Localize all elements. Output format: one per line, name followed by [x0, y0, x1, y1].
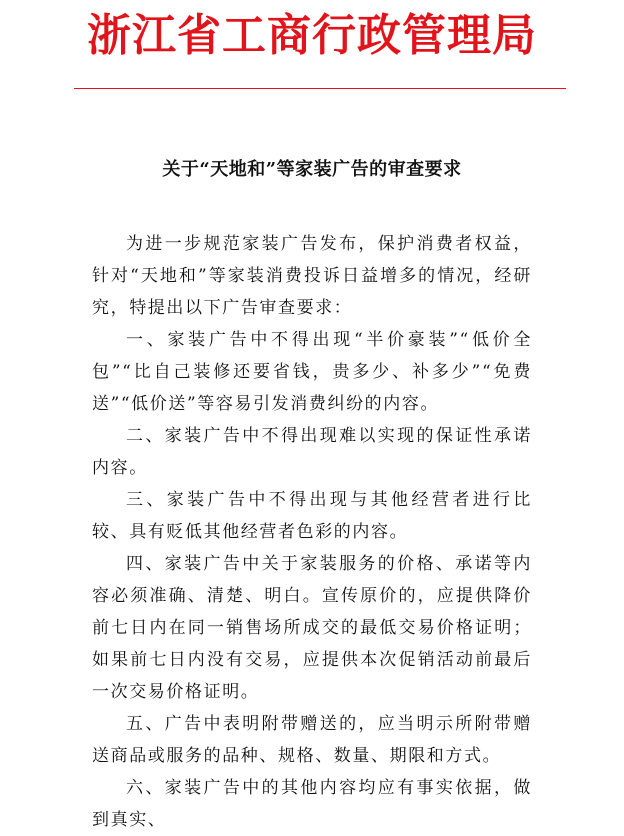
paragraph-item-3: 三、家装广告中不得出现与其他经营者进行比较、具有贬低其他经营者色彩的内容。 [92, 490, 532, 542]
org-header-title: 浙江省工商行政管理局 [87, 10, 537, 61]
paragraph-intro: 为进一步规范家装广告发布，保护消费者权益，针对“天地和”等家装消费投诉日益增多的情况，经研究，特提出以下广告审查要求： [92, 234, 532, 318]
document-title: 关于“天地和”等家装广告的审查要求 [162, 159, 462, 180]
paragraph-item-4: 四、家装广告中关于家装服务的价格、承诺等内容必须准确、清楚、明白。宣传原价的，应提供降价前七日内在同一销售场所成交的最低交易价格证明；如果前七日内没有交易，应提供本次促销活动前最后一次交易价格证明。 [92, 554, 532, 702]
paragraph-item-5: 五、广告中表明附带赠送的，应当明示所附带赠送商品或服务的品种、规格、数量、期限和方式。 [92, 714, 532, 766]
header-red-rule [74, 88, 566, 89]
paragraph-item-6: 六、家装广告中的其他内容均应有事实依据，做到真实、 [92, 778, 532, 830]
document-body [92, 228, 532, 836]
paragraph-item-1: 一、家装广告中不得出现“半价豪装”“低价全包”“比自己装修还要省钱，贵多少、补多少”“免费送”“低价送”等容易引发消费纠纷的内容。 [92, 330, 532, 414]
paragraph-item-2: 二、家装广告中不得出现难以实现的保证性承诺内容。 [92, 426, 532, 478]
